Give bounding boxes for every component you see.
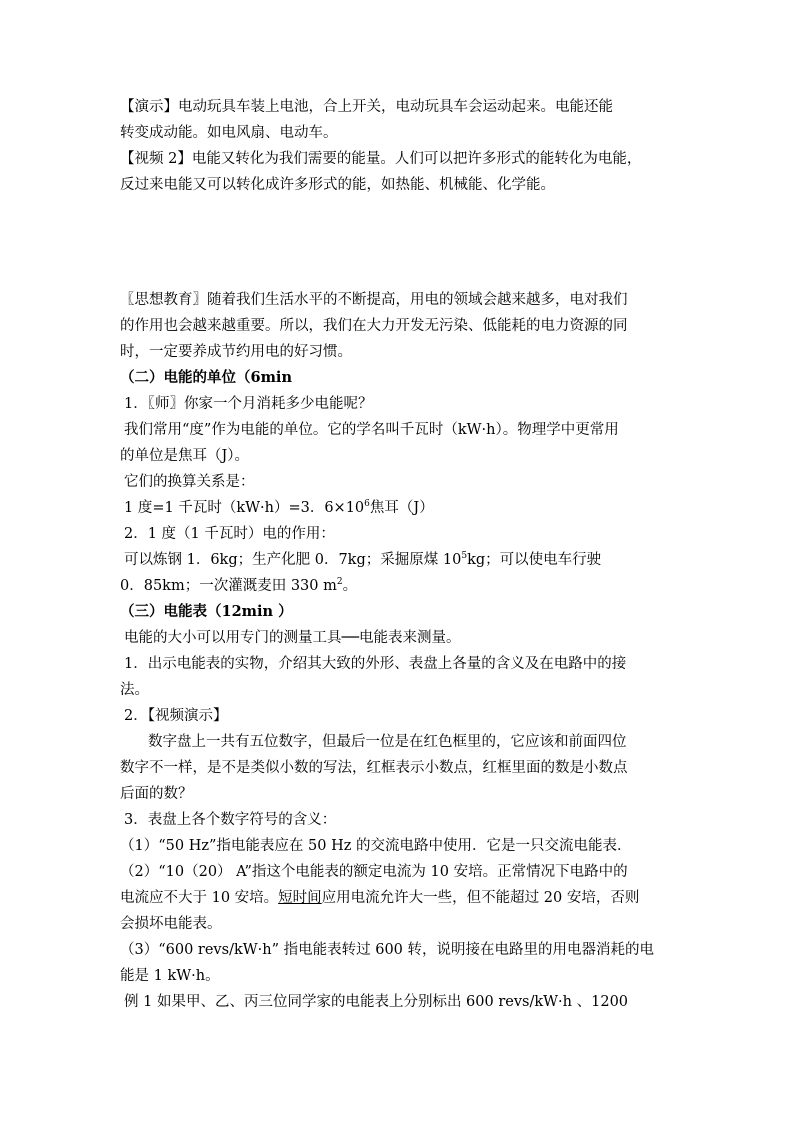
paragraph-line: 3．表盘上各个数字符号的含义：: [124, 812, 337, 828]
formula-line: [120, 495, 676, 521]
paragraph-line: 数字盘上一共有五位数字，但最后一位是在红色框里的，它应该和前面四位: [148, 734, 627, 750]
paragraph-line: [120, 885, 676, 911]
paragraph-line: 例 1 如果甲、乙、丙三位同学家的电能表上分别标出 600 revs/kW·h 、1200: [124, 994, 629, 1010]
section-heading: （三）电能表（12min ）: [120, 603, 293, 620]
paragraph-line: 它们的换算关系是：: [124, 474, 255, 490]
paragraph-line: 2．【视频演示】: [124, 708, 228, 724]
paragraph-line: 法。: [120, 682, 149, 698]
paragraph-line: （3）“600 revs/kW·h” 指电能表转过 600 转，说明接在电路里的用电器消耗的电: [120, 942, 655, 958]
text-span: 可以炼钢 1．6kg；生产化肥 0．7kg；采掘原煤 10: [124, 552, 462, 568]
paragraph-line: 能是 1 kW·h。: [120, 968, 220, 984]
paragraph-line: 1．出示电能表的实物，介绍其大致的外形、表盘上各量的含义及在电路中的接: [124, 656, 627, 672]
text-span: 应用电流允许大一些，但不能超过 20 安培，否则: [321, 890, 640, 906]
paragraph-line: 电能的大小可以用专门的测量工具──电能表来测量。: [124, 630, 461, 646]
paragraph-line: 〖思想教育〗随着我们生活水平的不断提高，用电的领域会越来越多，电对我们: [120, 292, 628, 308]
paragraph-line: 1．〖师〗你家一个月消耗多少电能呢？: [124, 396, 373, 412]
paragraph-line: [120, 573, 676, 599]
blank-space: [120, 198, 676, 287]
paragraph-line: 时，一定要养成节约用电的好习惯。: [120, 344, 352, 360]
paragraph-line: （2）“10（20） A”指这个电能表的额定电流为 10 安培。正常情况下电路中的: [120, 864, 628, 880]
paragraph-line: 2．1 度（1 千瓦时）电的作用：: [124, 526, 335, 542]
paragraph-line: （1）“50 Hz”指电能表应在 50 Hz 的交流电路中使用．它是一只交流电能表．: [120, 838, 632, 854]
paragraph-line: 的作用也会越来越重要。所以，我们在大力开发无污染、低能耗的电力资源的同: [120, 318, 628, 334]
paragraph-line: 【演示】电动玩具车装上电池，合上开关，电动玩具车会运动起来。电能还能: [120, 99, 613, 115]
paragraph-line: 转变成动能。如电风扇、电动车。: [120, 125, 338, 141]
formula-text: 焦耳（J）: [369, 500, 434, 516]
paragraph-line: 后面的数？: [120, 786, 193, 802]
paragraph-line: 的单位是焦耳（J）。: [120, 448, 250, 464]
formula-text: 1 度=1 千瓦时（kW·h）=3．6×10: [124, 500, 365, 516]
section-heading: （二）电能的单位（6min: [120, 369, 292, 386]
paragraph-line: 反过来电能又可以转化成许多形式的能，如热能、机械能、化学能。: [120, 177, 555, 193]
paragraph-line: 我们常用“度”作为电能的单位。它的学名叫千瓦时（kW·h）。物理学中更常用: [124, 422, 619, 438]
text-span: 0．85km；一次灌溉麦田 330 m: [120, 578, 337, 594]
text-span: 电流应不大于 10 安培。: [120, 890, 279, 906]
document-body: [120, 94, 676, 1015]
paragraph-line: 【视频 2】电能又转化为我们需要的能量。人们可以把许多形式的能转化为电能，: [120, 151, 642, 167]
text-span: kg；可以使电车行驶: [467, 552, 602, 568]
paragraph-line: 数字不一样，是不是类似小数的写法，红框表示小数点，红框里面的数是小数点: [120, 760, 628, 776]
exponent: 5: [461, 551, 468, 562]
exponent: 2: [336, 577, 343, 588]
underlined-text: 短时间: [278, 890, 322, 906]
exponent: 6: [364, 499, 370, 510]
paragraph-line: [120, 547, 676, 573]
text-span: 。: [342, 578, 358, 594]
paragraph-line: 会损坏电能表。: [120, 916, 222, 932]
